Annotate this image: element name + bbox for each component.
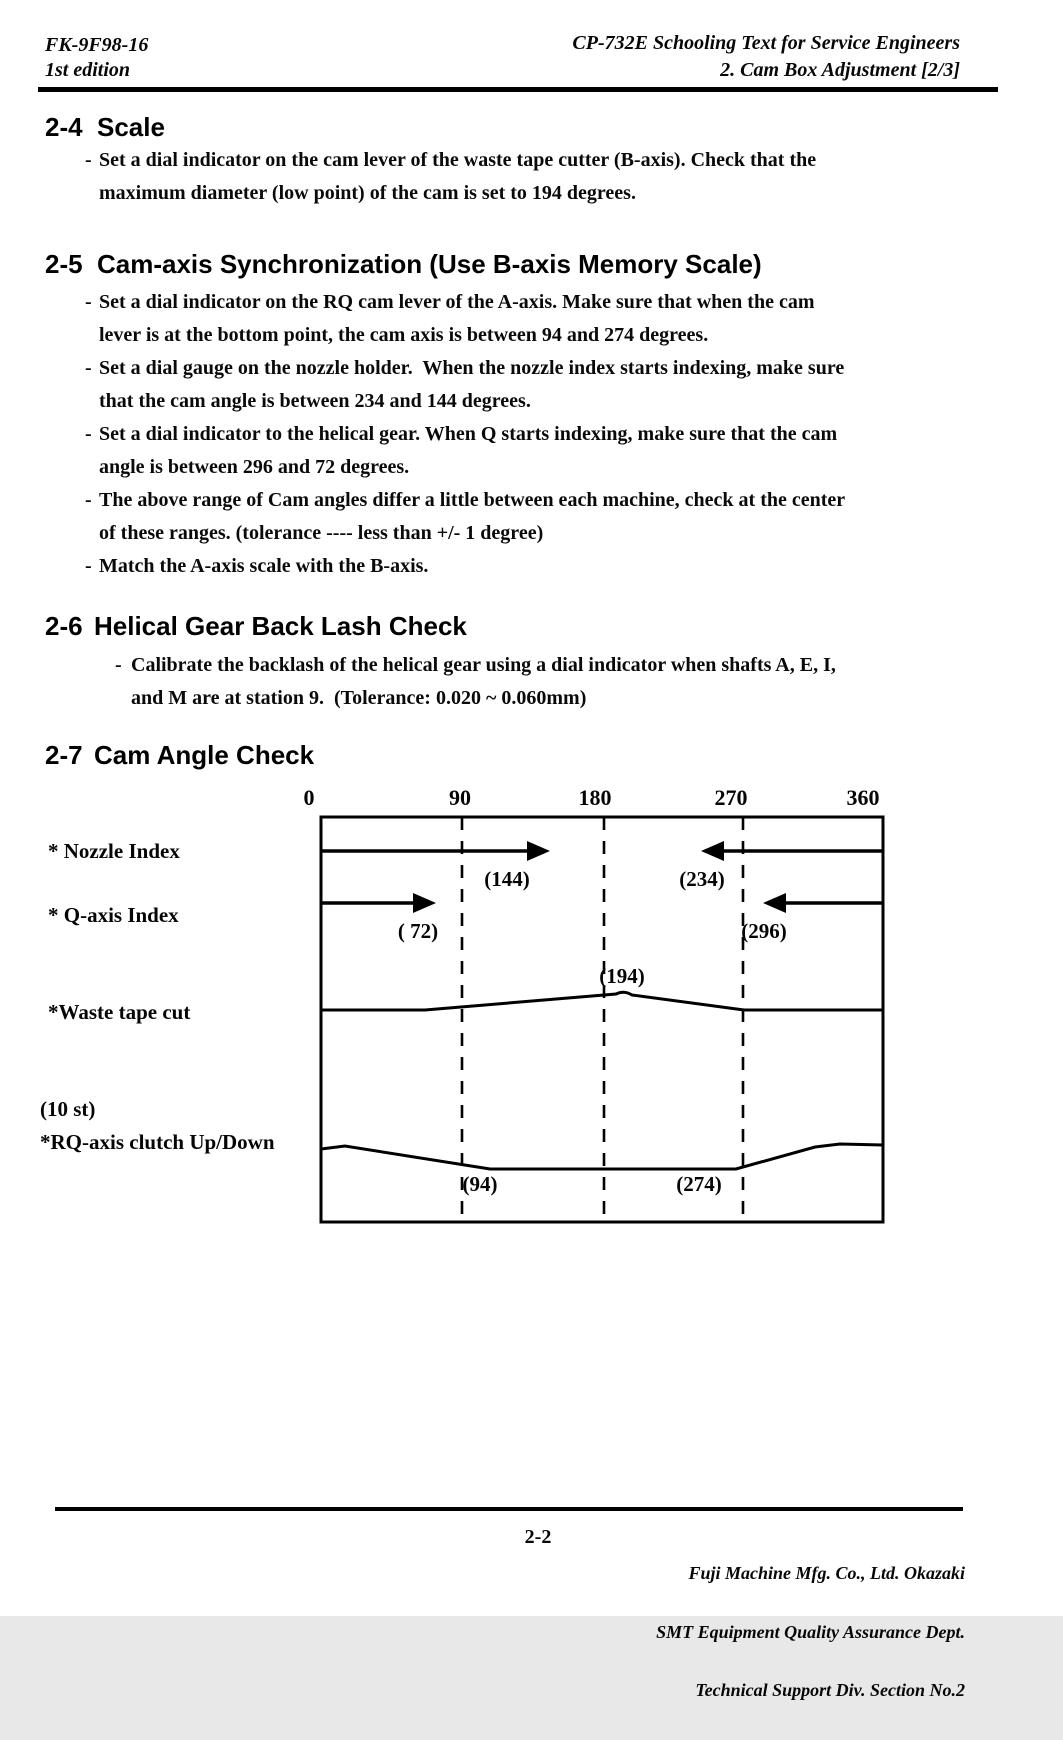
section-heading-2-5 [45, 249, 762, 280]
header-edition: 1st edition [45, 59, 131, 81]
nozzle-arrow-left-head-icon [701, 841, 724, 861]
waste-tape-peak-angle: (194) [599, 964, 645, 988]
footer-department: SMT Equipment Quality Assurance Dept. [656, 1621, 965, 1642]
section-number: 2-6 [45, 611, 83, 641]
bullet-line [85, 385, 845, 418]
rq-clutch-up-angle: (274) [676, 1172, 722, 1196]
bullet-marker: - [85, 489, 92, 511]
bullet-marker: - [115, 654, 122, 676]
bullet-line [85, 484, 845, 517]
section-heading-2-6 [45, 611, 467, 642]
bullet-line [85, 144, 816, 177]
diagram-row-label-rq-clutch: *RQ-axis clutch Up/Down [40, 1130, 275, 1154]
bullet-text: maximum diameter (low point) of the cam is set to 194 degrees. [99, 182, 636, 204]
header-manual-title: CP-732E Schooling Text for Service Engineers [572, 32, 960, 54]
bullet-text: that the cam angle is between 234 and 144 degrees. [99, 390, 531, 412]
section-2-5-body [85, 286, 845, 583]
bullet-text: Set a dial indicator on the RQ cam lever of the A-axis. Make sure that when the cam [99, 291, 815, 313]
bullet-line [85, 550, 845, 583]
bullet-text: The above range of Cam angles differ a little between each machine, check at the center [99, 489, 846, 511]
bullet-text: Calibrate the backlash of the helical gear using a dial indicator when shafts A, E, I, [131, 654, 836, 676]
rq-clutch-down-angle: (94) [462, 1172, 498, 1196]
bullet-marker: - [85, 357, 92, 379]
bullet-line [85, 177, 816, 210]
header-rule [38, 87, 998, 92]
header-chapter: 2. Cam Box Adjustment [2/3] [720, 59, 960, 81]
diagram-row-label-q-axis: * Q-axis Index [48, 903, 179, 927]
scale-tick-90: 90 [449, 785, 471, 810]
bullet-line [85, 418, 845, 451]
diagram-row-label-station: (10 st) [40, 1097, 96, 1121]
bullet-text: Set a dial gauge on the nozzle holder. When the nozzle index starts indexing, make sure [99, 357, 845, 379]
scale-tick-360: 360 [846, 785, 880, 810]
section-number: 2-4 [45, 112, 83, 142]
nozzle-start-angle: (144) [484, 867, 530, 891]
bullet-line [85, 286, 845, 319]
bullet-text: angle is between 296 and 72 degrees. [99, 456, 410, 478]
q-axis-arrow-right-head-icon [413, 893, 436, 913]
bullet-text: lever is at the bottom point, the cam axis is between 94 and 274 degrees. [99, 324, 709, 346]
waste-tape-curve [321, 992, 883, 1010]
diagram-row-label-nozzle: * Nozzle Index [48, 839, 180, 863]
scale-tick-270: 270 [714, 785, 748, 810]
bullet-text: and M are at station 9. (Tolerance: 0.020 ~ 0.060mm) [131, 687, 587, 709]
cam-angle-diagram [0, 735, 1063, 1235]
bullet-marker: - [85, 423, 92, 445]
section-heading-2-4 [45, 112, 165, 143]
section-number: 2-5 [45, 249, 83, 279]
section-title: Helical Gear Back Lash Check [94, 611, 467, 641]
footer-publisher-block [656, 1525, 965, 1740]
bullet-text: Set a dial indicator to the helical gear. When Q starts indexing, make sure that the cam [99, 423, 838, 445]
scale-tick-0: 0 [303, 785, 315, 810]
bullet-marker: - [85, 291, 92, 313]
q-axis-end-angle: (296) [741, 919, 787, 943]
bullet-line [85, 352, 845, 385]
footer-rule [55, 1507, 963, 1511]
diagram-frame [321, 817, 883, 1222]
rq-clutch-curve [321, 1144, 883, 1169]
bullet-text: Match the A-axis scale with the B-axis. [99, 555, 429, 577]
bullet-line [85, 451, 845, 484]
bullet-line [85, 319, 845, 352]
nozzle-arrow-right-head-icon [527, 841, 550, 861]
bullet-marker: - [85, 555, 92, 577]
footer-page-number: 2-2 [524, 1526, 552, 1548]
bullet-line [115, 682, 836, 715]
nozzle-end-angle: (234) [679, 867, 725, 891]
footer-company: Fuji Machine Mfg. Co., Ltd. Okazaki [688, 1563, 965, 1583]
q-axis-start-angle: ( 72) [397, 919, 439, 943]
footer-division: Technical Support Div. Section No.2 [695, 1680, 965, 1700]
bullet-text: Set a dial indicator on the cam lever of the waste tape cutter (B-axis). Check that the [99, 149, 817, 171]
diagram-row-label-waste-tape: *Waste tape cut [48, 1000, 191, 1024]
section-2-4-body [85, 144, 816, 210]
q-axis-arrow-left-head-icon [763, 893, 786, 913]
bullet-line [85, 517, 845, 550]
bullet-line [115, 649, 836, 682]
section-title: Scale [97, 112, 165, 142]
scale-tick-180: 180 [578, 785, 612, 810]
section-title: Cam-axis Synchronization (Use B-axis Memory Scale) [97, 249, 762, 279]
section-number: 2-7 [45, 740, 83, 770]
section-title: Cam Angle Check [94, 740, 315, 770]
header-doc-code: FK-9F98-16 [45, 34, 149, 56]
bullet-text: of these ranges. (tolerance ---- less than +/- 1 degree) [99, 522, 544, 544]
section-2-6-body [115, 649, 836, 715]
bullet-marker: - [85, 149, 92, 171]
